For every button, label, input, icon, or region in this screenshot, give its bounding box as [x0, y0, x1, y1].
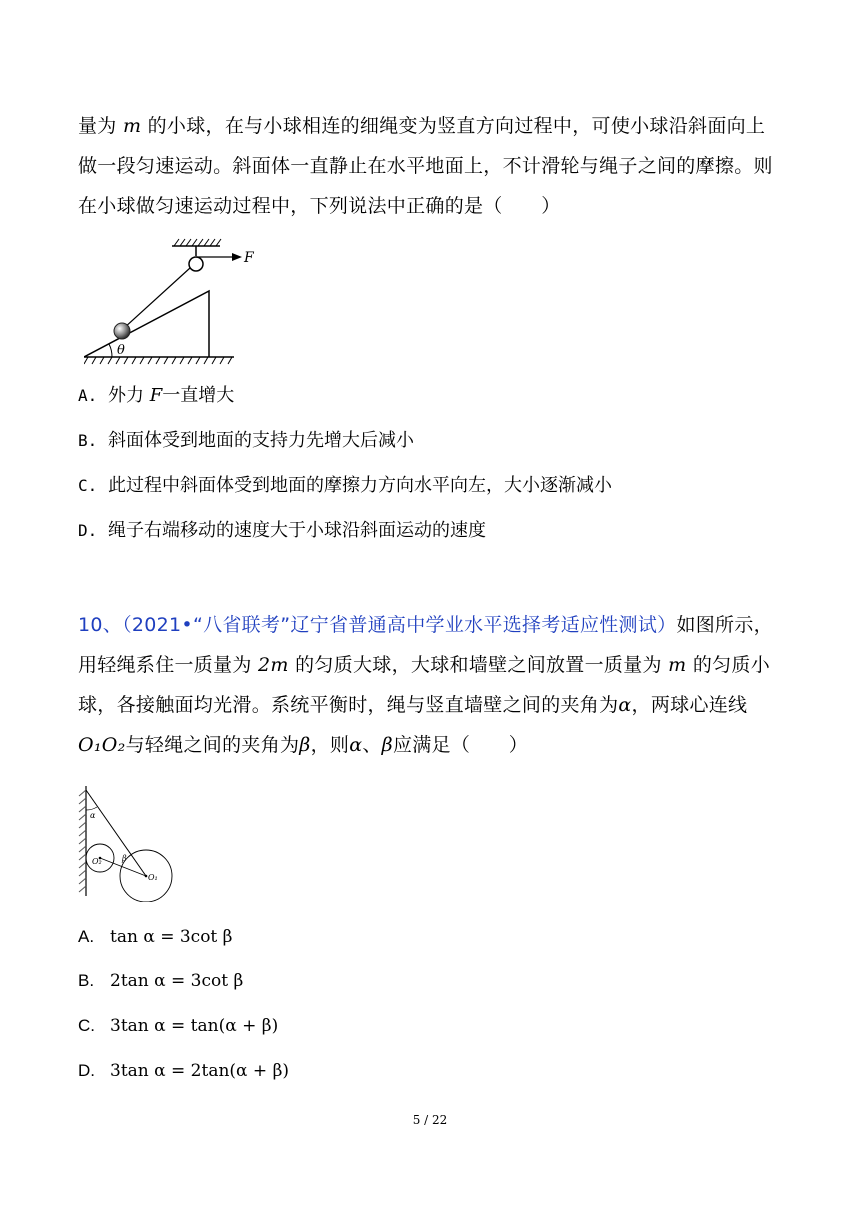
- option-label: A.: [78, 386, 98, 405]
- q10-option-b[interactable]: [78, 968, 243, 994]
- q9-option-d[interactable]: [78, 518, 486, 544]
- q10-source: （2021•“八省联考”辽宁省普通高中学业水平选择考适应性测试）: [122, 614, 677, 636]
- q10-option-d[interactable]: [78, 1058, 289, 1084]
- q10-text: 的匀质大球，大球和墙壁之间放置一质量为: [288, 654, 669, 676]
- q9-ball: [114, 323, 130, 339]
- option-formula: 3tan α = 2tan(α + β): [110, 1061, 290, 1081]
- q10-alpha: α: [349, 734, 363, 756]
- option-text: 绳子右端移动的速度大于小球沿斜面运动的速度: [108, 520, 486, 541]
- option-label: C.: [78, 1016, 95, 1035]
- q10-beta: β: [381, 734, 393, 756]
- q10-beta-label: β: [122, 854, 127, 863]
- q10-beta: β: [299, 734, 311, 756]
- q9-text: 量为: [78, 115, 123, 137]
- page-number: 5 / 22: [412, 1113, 448, 1127]
- option-text: 一直增大: [162, 385, 235, 406]
- option-formula: tan α = 3cot β: [110, 927, 233, 947]
- q10-balls-figure: [74, 782, 174, 902]
- q9-force-label: F: [244, 250, 254, 266]
- q9-text: 的小球，在与小球相连的细绳变为竖直方向过程中，可使小球沿斜面向上做一段匀速运动。斜面体一直静止在水平地面上，不计滑轮与绳子之间的摩擦。则在小球做匀速运动过程中，下列说法中正确的是（ ）: [78, 115, 773, 217]
- q10-text: 、: [362, 734, 382, 756]
- q9-option-a[interactable]: [78, 383, 234, 409]
- q9-incline-figure: [84, 236, 264, 371]
- option-label: B.: [78, 971, 95, 990]
- option-label: C.: [78, 476, 98, 495]
- q10-mass-big: 2m: [258, 654, 289, 676]
- q10-text: 与轻绳之间的夹角为: [125, 734, 300, 756]
- option-label: A.: [78, 927, 95, 946]
- option-text: 斜面体受到地面的支持力先增大后减小: [108, 430, 414, 451]
- option-label: B.: [78, 431, 98, 450]
- q10-option-c[interactable]: [78, 1013, 278, 1039]
- option-formula: 3tan α = tan(α + β): [110, 1016, 279, 1036]
- option-text: 外力: [108, 385, 150, 406]
- q10-number: 10、: [78, 614, 123, 636]
- q10-text: ，两球心连线: [631, 694, 748, 716]
- q10-text: 应满足（ ）: [392, 734, 529, 756]
- option-var: F: [149, 385, 163, 406]
- q10-stem: [78, 605, 784, 765]
- q10-text: 如图所示，用轻绳系住一质量为: [78, 614, 773, 676]
- option-text: 此过程中斜面体受到地面的摩擦力方向水平向左，大小逐渐减小: [108, 475, 612, 496]
- q9-angle-label: θ: [117, 343, 125, 358]
- q10-mass-small: m: [668, 654, 687, 676]
- option-formula: 2tan α = 3cot β: [110, 971, 244, 991]
- q10-alpha-label: α: [90, 811, 96, 820]
- q9-mass-var: m: [122, 115, 142, 137]
- q10-text: 的匀质小球，各接触面均光滑。系统平衡时，绳与竖直墙壁之间的夹角为: [78, 654, 771, 716]
- q10-text: ，则: [310, 734, 350, 756]
- q10-alpha: α: [618, 694, 632, 716]
- q10-option-a[interactable]: [78, 924, 233, 950]
- q9-option-c[interactable]: [78, 473, 612, 499]
- q9-option-b[interactable]: [78, 428, 414, 454]
- option-label: D.: [78, 1061, 95, 1080]
- option-label: D.: [78, 521, 98, 540]
- q10-o1-label: O₁: [148, 873, 158, 882]
- q9-stem: [78, 106, 784, 226]
- q10-o2-label: O₂: [92, 857, 102, 866]
- q10-o1o2: O₁O₂: [78, 734, 126, 756]
